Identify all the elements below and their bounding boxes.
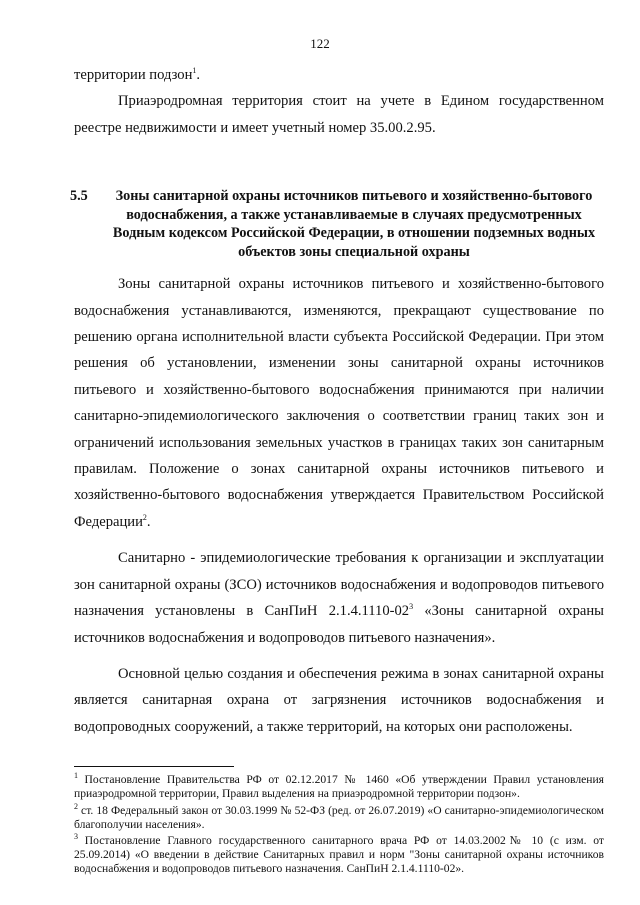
registry-paragraph: Приаэродромная территория стоит на учете в Едином государственном реестре недвижимости и имеет учетный номер 35.00.2.95. [74,93,604,136]
footnotes [74,773,604,876]
body-paragraph-1-text: Зоны санитарной охраны источников питьевого и хозяйственно-бытового водоснабжения устанавливаются, изменяются, прекращают существование по решению органа исполнительной власти субъекта Российской Федерации. При этом решения об установлении, изменении зоны санитарной охраны источников питьевого и хозяйственно-бытового водоснабжения принимаются при наличии санитарно-эпидемиологического заключения о соответствии границ таких зон и ограничений использования земельных участков в границах таких зон санитарным правилам. Положение о зонах санитарной охраны источников питьевого и хозяйственно-бытового водоснабжения утверждается Правительством Российской Федерации [74,276,604,530]
footnote-2-mark: 2 [74,801,78,811]
footnote-3-mark: 3 [74,832,78,842]
section-number: 5.5 [70,188,88,205]
section-title: Зоны санитарной охраны источников питьевого и хозяйственно-бытового водоснабжения, а также устанавливаемые в случаях предусмотренных Водным кодексом Российской Федерации, в отношении подземных водных объектов зоны специальной охраны [112,188,596,260]
footnote-separator [74,766,234,767]
footnote-2 [74,801,604,832]
footnote-ref-1: 1 [192,66,197,76]
footnote-ref-2: 2 [142,513,147,523]
footnote-1-text: Постановление Правительства РФ от 02.12.2017 № 1460 «Об утверждении Правил установления приаэродромной территории, Правил выделения на приаэродромной территории подзон». [74,773,604,801]
body-paragraph-2-end: «Зоны санитарной охраны источников водоснабжения и водопроводов питьевого назначения». [74,603,604,646]
footnote-3-text: Постановление Главного государственного санитарного врача РФ от 14.03.2002№ 10 (с изм. от 25.09.2014) «О введении в действие Санитарных правил и норм "Зоны санитарной охраны источников водоснабжения и водопроводов питьевого назначения. СанПиН 2.1.4.1110-02». [74,833,604,876]
page-number: 122 [310,36,330,51]
body-paragraph-2-start: Санитарно - эпидемиологические требования к организации и эксплуатации зон санитарной охраны (ЗСО) источников водоснабжения и водопроводов питьевого назначения установлены в СанПиН 2.1.4.1110-02 [74,550,604,620]
continuation-text: территории подзон [74,67,193,83]
continuation-paragraph [74,62,604,88]
body-paragraph-2 [74,545,604,651]
footnote-3 [74,834,604,877]
body-paragraph-1 [74,271,604,535]
footnote-2-text: ст. 18 Федеральный закон от 30.03.1999 № 52-ФЗ (ред. от 26.07.2019) «О санитарно-эпидемиологическом благополучии населения». [74,803,604,831]
body-paragraph-3: Основной целью создания и обеспечения режима в зонах санитарной охраны является санитарная охрана от загрязнения источников водоснабжения и водопроводных сооружений, а также территорий, на которых они расположены. [74,665,604,735]
footnote-1-mark: 1 [74,771,78,781]
continuation-tail: . [196,67,201,83]
footnote-1 [74,773,604,801]
body-paragraph-1-tail: . [146,513,151,530]
document-page [70,62,604,879]
section-heading [70,187,604,261]
footnote-ref-3: 3 [409,602,414,612]
